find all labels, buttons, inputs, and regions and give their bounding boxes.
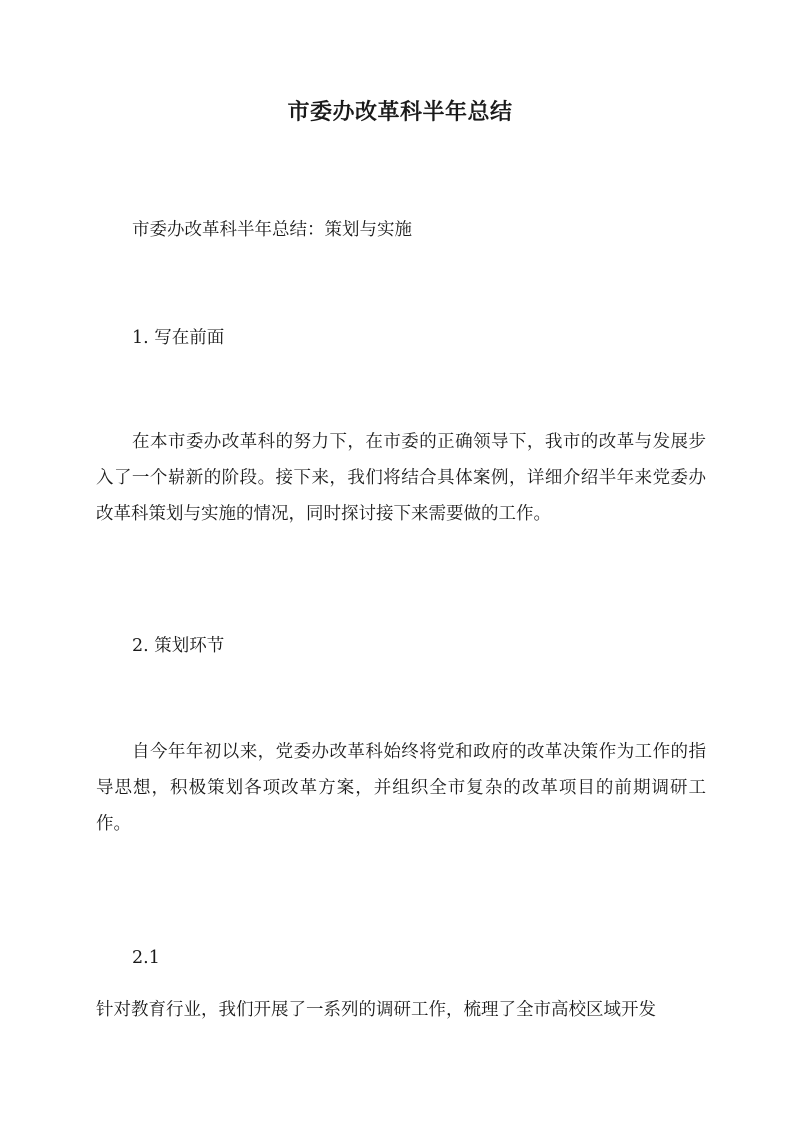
document-subtitle: 市委办改革科半年总结：策划与实施: [132, 220, 412, 240]
section-paragraph-1: 在本市委办改革科的努力下，在市委的正确领导下，我市的改革与发展步入了一个崭新的阶段。接下来，我们将结合具体案例，详细介绍半年来党委办改革科策划与实施的情况，同时探讨接下来需要做的工作。: [96, 432, 706, 524]
document-title: 市委办改革科半年总结: [287, 99, 513, 125]
section-heading-2-1: 2.1: [132, 948, 160, 968]
section-paragraph-2-1: 针对教育行业，我们开展了一系列的调研工作，梳理了全市高校区域开发: [96, 1000, 656, 1020]
section-heading-2: 2. 策划环节: [132, 636, 225, 656]
section-paragraph-2: 自今年年初以来，党委办改革科始终将党和政府的改革决策作为工作的指导思想，积极策划各项改革方案，并组织全市复杂的改革项目的前期调研工作。: [96, 742, 706, 834]
section-heading-1: 1. 写在前面: [132, 328, 225, 348]
